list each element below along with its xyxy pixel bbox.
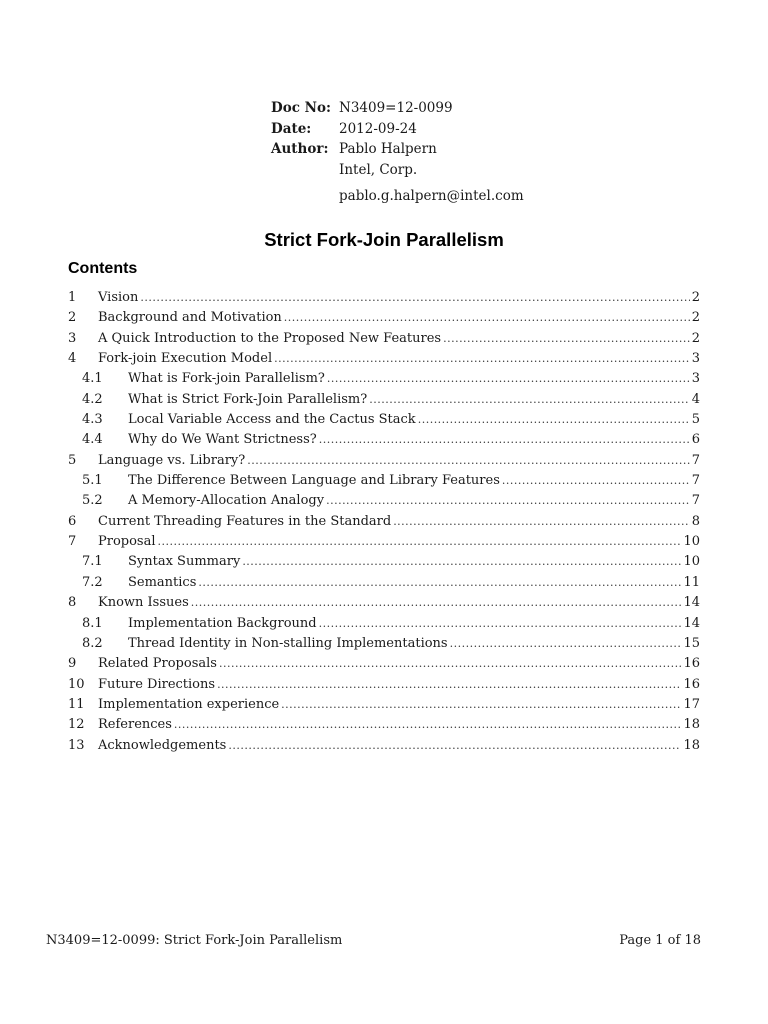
toc-entry[interactable] [68,715,700,735]
toc-entry[interactable] [68,695,700,715]
toc-entry[interactable] [68,410,700,430]
email-row [271,186,524,207]
toc-entry-number: 11 [68,696,85,712]
toc-entry-page: 5 [691,412,700,428]
toc-dot-leader [393,512,690,532]
toc-entry-page: 2 [691,290,700,305]
toc-entry[interactable] [68,593,700,613]
toc-dot-leader [418,410,690,430]
toc-entry-page: 17 [683,696,700,712]
toc-entry-number: 7.2 [82,574,103,590]
date-row [271,119,524,140]
toc-entry-page: 7 [691,493,700,509]
toc-entry-page: 2 [691,330,700,346]
toc-entry-title: Implementation experience [98,696,280,712]
toc-dot-leader [450,634,682,654]
toc-entry-title: Current Threading Features in the Standard [98,513,392,529]
toc-entry[interactable] [68,552,700,572]
toc-entry[interactable] [68,349,700,369]
doc-no-row [271,98,524,119]
toc-entry-title: Acknowledgements [98,737,227,753]
toc-entry-title: Future Directions [98,676,216,692]
toc-entry-number: 5.2 [82,493,103,509]
toc-entry-title: Proposal [98,534,156,550]
email-value: pablo.g.halpern@intel.com [339,188,524,204]
toc-entry-title: What is Fork-join Parallelism? [128,371,325,387]
table-of-contents [68,288,700,756]
toc-entry-title: Local Variable Access and the Cactus Stack [128,412,416,428]
toc-entry-title: The Difference Between Language and Library Features [128,473,500,489]
toc-entry-number: 4.2 [82,391,103,407]
toc-entry-title: What is Strict Fork-Join Parallelism? [128,391,368,407]
toc-entry[interactable] [68,390,700,410]
toc-entry-page: 10 [683,534,700,550]
document-title: Strict Fork-Join Parallelism [264,229,504,250]
toc-entry-page: 14 [683,595,700,611]
contents-heading: Contents [68,260,138,277]
toc-dot-leader [247,451,689,471]
toc-entry[interactable] [68,512,700,532]
toc-entry[interactable] [68,451,700,471]
toc-dot-leader [327,369,690,389]
toc-dot-leader [326,491,690,511]
toc-entry-title: Known Issues [98,595,189,611]
toc-entry-number: 2 [68,310,77,326]
toc-entry-page: 7 [691,473,700,489]
toc-entry[interactable] [68,430,700,450]
toc-dot-leader [242,552,681,572]
toc-entry-number: 1 [68,290,77,305]
toc-dot-leader [174,715,682,735]
toc-entry-title: A Memory-Allocation Analogy [128,493,325,509]
toc-entry[interactable] [68,675,700,695]
toc-dot-leader [284,308,690,328]
toc-entry-page: 2 [691,310,700,326]
toc-dot-leader [158,532,682,552]
toc-dot-leader [274,349,690,369]
toc-entry-number: 5 [68,452,77,468]
toc-entry[interactable] [68,288,700,308]
toc-entry-title: Language vs. Library? [98,452,246,468]
toc-entry-title: References [98,717,172,733]
toc-entry[interactable] [68,308,700,328]
toc-dot-leader [191,593,682,613]
toc-entry[interactable] [68,573,700,593]
toc-entry-number: 7 [68,534,77,550]
toc-entry-page: 18 [683,717,700,733]
toc-dot-leader [319,430,690,450]
footer-document-name: N3409=12-0099: Strict Fork-Join Parallelism [46,933,343,948]
toc-entry-page: 3 [691,371,700,387]
toc-entry-title: Implementation Background [128,615,317,631]
toc-entry[interactable] [68,736,700,756]
author-row [271,139,524,160]
toc-entry-title: A Quick Introduction to the Proposed New Features [98,330,442,346]
toc-entry-title: Syntax Summary [128,554,241,570]
affiliation-value: Intel, Corp. [339,161,418,178]
page-footer [46,933,701,948]
toc-entry-page: 11 [683,574,700,590]
author-value: Pablo Halpern [339,141,437,157]
toc-entry[interactable] [68,369,700,389]
toc-entry-number: 5.1 [82,473,103,489]
doc-no-value: N3409=12-0099 [339,100,453,116]
toc-entry[interactable] [68,614,700,634]
toc-dot-leader [502,471,690,491]
author-label: Author: [271,141,329,157]
toc-entry-number: 8.2 [82,635,103,651]
toc-dot-leader [198,573,681,593]
toc-entry[interactable] [68,634,700,654]
toc-entry-title: Semantics [128,574,197,590]
toc-entry-page: 7 [691,452,700,468]
toc-entry-number: 13 [68,737,85,753]
toc-entry-title: Thread Identity in Non-stalling Implementations [128,635,448,651]
doc-no-label: Doc No: [271,100,331,116]
toc-entry-page: 8 [691,513,700,529]
toc-entry-page: 4 [691,391,700,407]
toc-entry-number: 4 [68,351,77,367]
footer-page-number: Page 1 of 18 [619,933,701,948]
toc-dot-leader [219,654,682,674]
toc-entry-page: 6 [691,432,700,448]
toc-entry[interactable] [68,491,700,511]
affiliation-row [271,160,524,181]
toc-dot-leader [443,329,690,349]
toc-entry-title: Background and Motivation [98,310,282,326]
toc-entry-number: 10 [68,676,85,692]
toc-entry-page: 15 [683,635,700,651]
toc-entry-title: Fork-join Execution Model [98,351,273,367]
toc-entry[interactable] [68,532,700,552]
toc-entry-page: 16 [683,656,700,672]
toc-entry-page: 3 [691,351,700,367]
toc-entry-title: Why do We Want Strictness? [128,432,317,448]
toc-entry-page: 14 [683,615,700,631]
toc-entry-page: 16 [683,676,700,692]
toc-entry-number: 7.1 [82,554,103,570]
toc-entry-number: 12 [68,717,85,733]
toc-entry-number: 9 [68,656,77,672]
toc-entry-page: 10 [683,554,700,570]
toc-entry-number: 4.1 [82,371,103,387]
date-value: 2012-09-24 [339,120,417,137]
toc-entry[interactable] [68,471,700,491]
toc-entry-number: 8 [68,595,77,611]
document-header [271,98,524,207]
date-label: Date: [271,120,312,137]
toc-entry-title: Related Proposals [98,656,217,672]
toc-dot-leader [140,288,689,308]
toc-entry-number: 3 [68,330,77,346]
toc-dot-leader [228,736,681,756]
toc-dot-leader [319,614,682,634]
toc-dot-leader [369,390,690,410]
toc-entry-number: 6 [68,513,77,529]
toc-entry-page: 18 [683,737,700,753]
toc-entry-number: 4.3 [82,412,103,428]
toc-entry-number: 4.4 [82,432,103,448]
toc-entry[interactable] [68,654,700,674]
toc-dot-leader [217,675,681,695]
toc-entry[interactable] [68,329,700,349]
toc-dot-leader [281,695,681,715]
toc-entry-title: Vision [98,290,139,305]
toc-entry-number: 8.1 [82,615,103,631]
